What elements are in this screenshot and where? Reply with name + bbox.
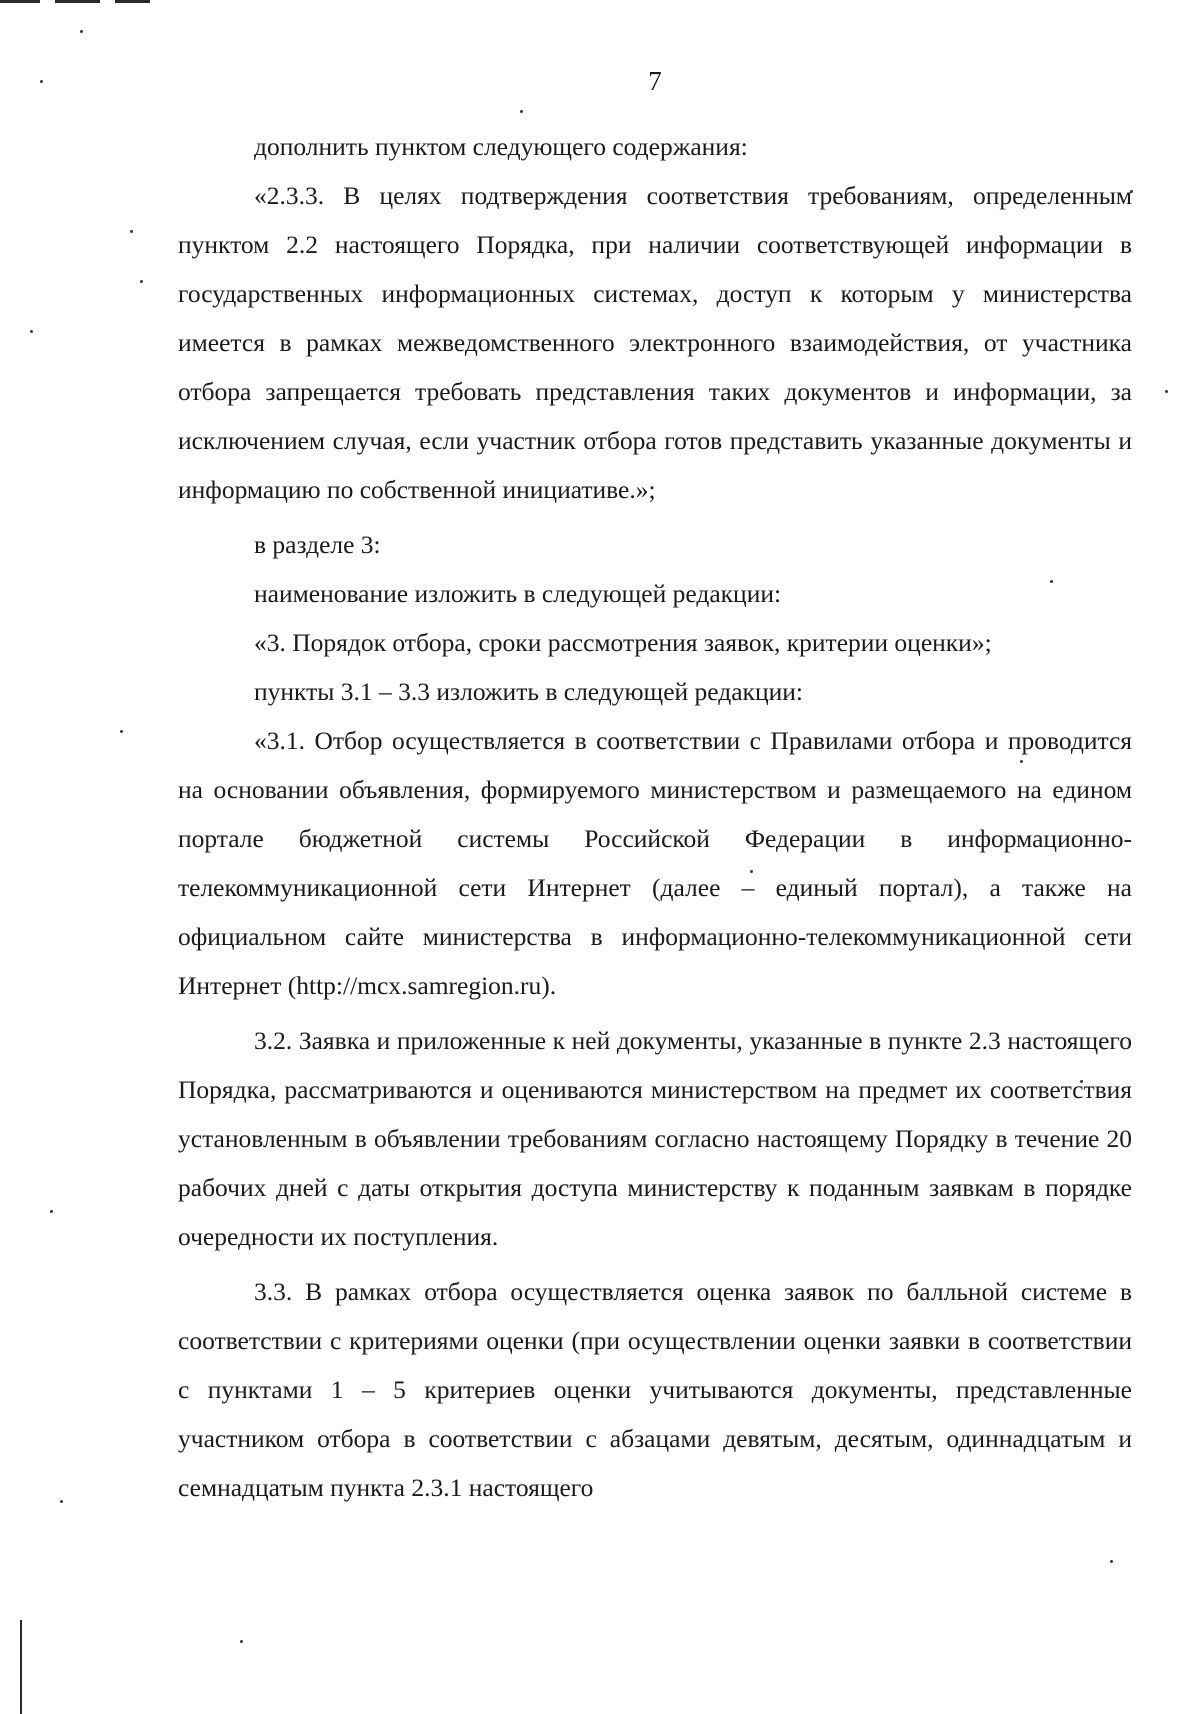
paragraph-3-3: 3.3. В рамках отбора осуществляется оценка заявок по балльной системе в соответствии с критериями оценки (при осуществлении оценки заявки в соответствии с пунктами 1 – 5 критериев оценки учитываются документы, представленные участником отбора в соответствии с абзацами девятым, десятым, одиннадцатым и семнадцатым пункта 2.3.1 настоящего	[178, 1277, 1132, 1502]
paragraph-3-2: 3.2. Заявка и приложенные к ней документы, указанные в пункте 2.3 настоящего Порядка, рассматриваются и оцениваются министерством на предмет их соответствия установленным в объявлении требованиям согласно настоящему Порядку в течение 20 рабочих дней с даты открытия доступа министерству к поданным заявкам в порядке очередности их поступления.	[178, 1026, 1132, 1251]
scan-edge-line	[20, 1620, 22, 1714]
scan-speck	[40, 80, 43, 83]
scan-speck	[1165, 390, 1168, 393]
scan-speck	[140, 280, 143, 283]
paragraph-items-change: пункты 3.1 – 3.3 изложить в следующей редакции:	[254, 677, 803, 706]
paragraph-addition-intro: дополнить пунктом следующего содержания:	[254, 132, 748, 161]
scan-speck	[520, 110, 523, 113]
scan-speck	[1110, 1560, 1113, 1563]
paragraph-section-3-title: «3. Порядок отбора, сроки рассмотрения заявок, критерии оценки»;	[254, 628, 992, 657]
scan-speck	[60, 1500, 63, 1503]
scan-speck	[240, 1640, 243, 1643]
paragraph-section-3: в разделе 3:	[254, 530, 381, 559]
scan-speck	[130, 230, 133, 233]
page-number: 7	[648, 66, 662, 96]
paragraph-2-3-3: «2.3.3. В целях подтверждения соответствия требованиям, определенным пунктом 2.2 настоящего Порядка, при наличии соответствующей информации в государственных информационных системах, доступ к которым у министерства имеется в рамках межведомственного электронного взаимодействия, от участника отбора запрещается требовать представления таких документов и информации, за исключением случая, если участник отбора готов представить указанные документы и информацию по собственной инициативе.»;	[178, 181, 1132, 504]
scan-mark-top-center	[55, 0, 100, 3]
scan-mark-top-left	[0, 0, 40, 3]
scan-speck	[120, 730, 123, 733]
scan-mark-top-right	[115, 0, 150, 3]
scan-speck	[80, 30, 83, 33]
document-body	[178, 122, 1132, 1512]
scan-speck	[50, 1210, 53, 1213]
paragraph-heading-change: наименование изложить в следующей редакции:	[254, 579, 782, 608]
paragraph-3-1: «3.1. Отбор осуществляется в соответствии с Правилами отбора и проводится на основании объявления, формируемого министерством и размещаемого на едином портале бюджетной системы Российской Федерации в информационно-телекоммуникационной сети Интернет (далее – единый портал), а также на официальном сайте министерства в информационно-телекоммуникационной сети Интернет (http://mcx.samregion.ru).	[178, 726, 1132, 1000]
scan-speck	[30, 330, 33, 333]
